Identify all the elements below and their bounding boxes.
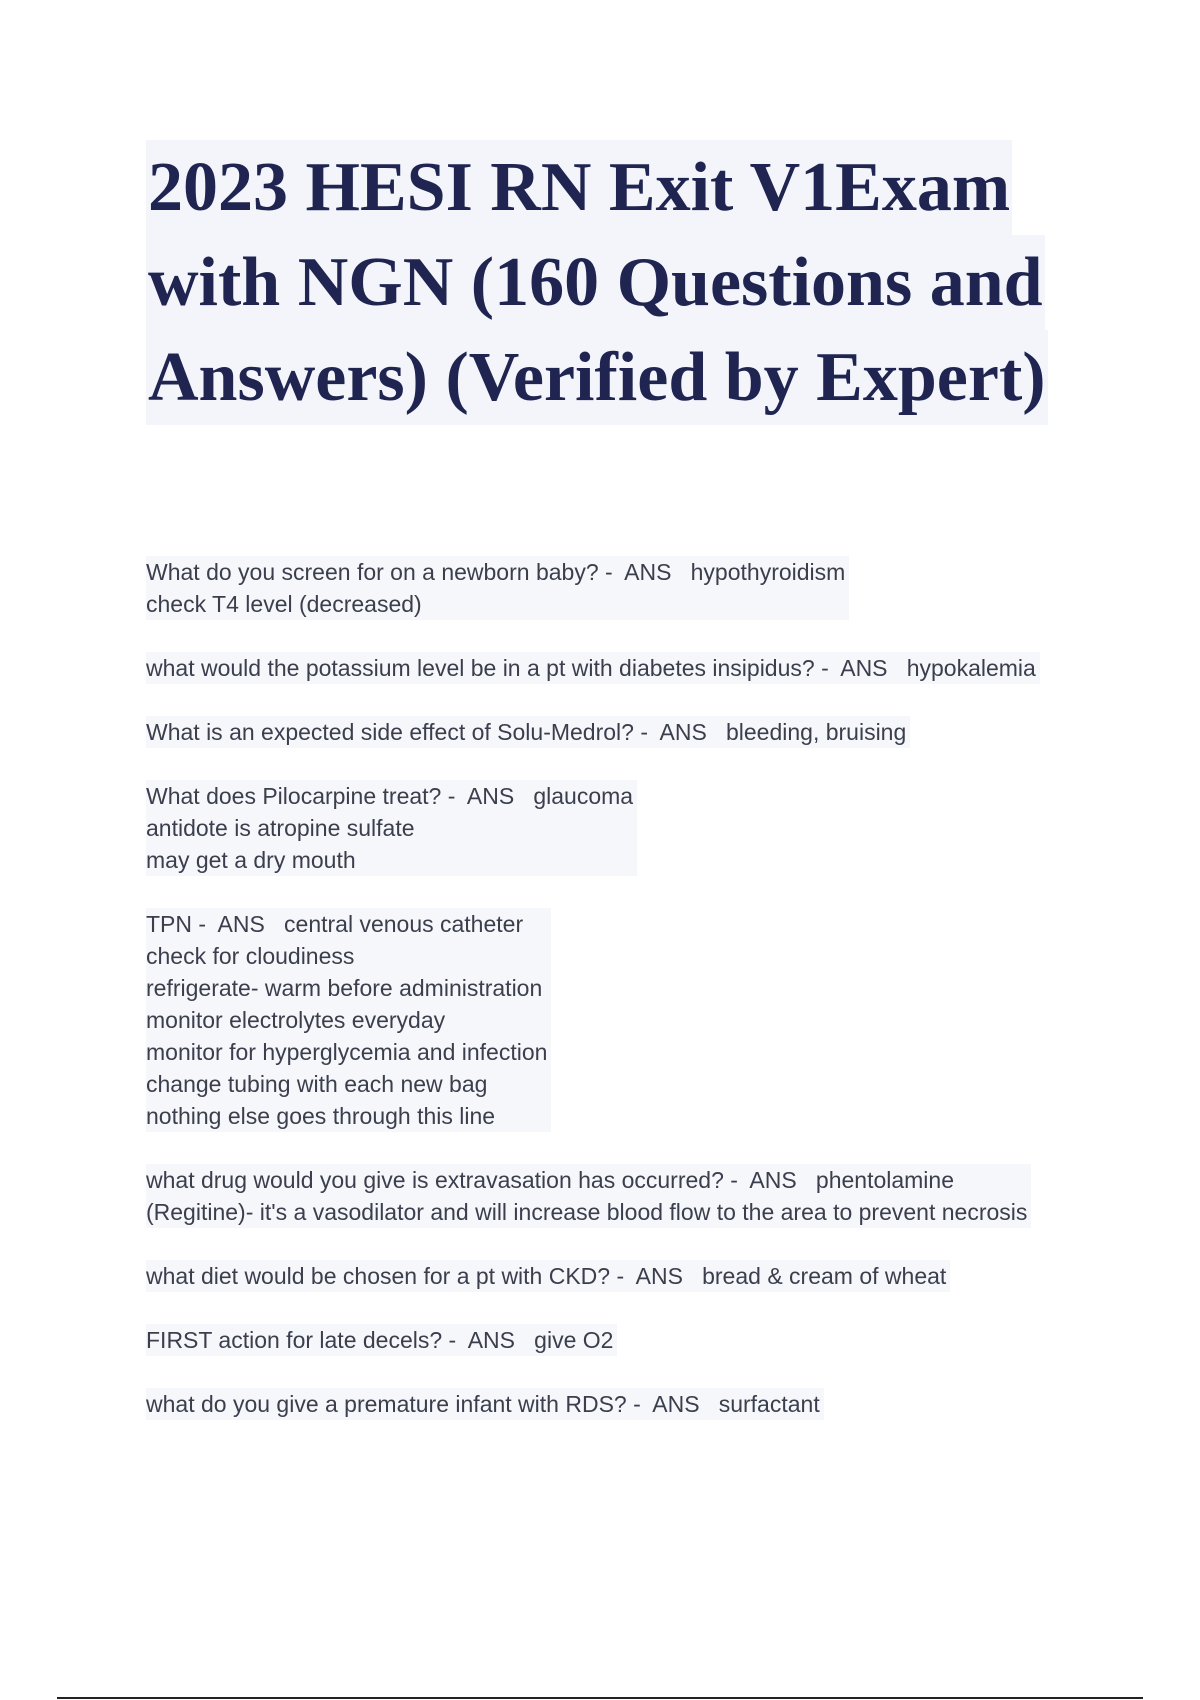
qa-line: what do you give a premature infant with RDS? - ANS surfactant: [146, 1391, 820, 1417]
qa-text-block: [146, 780, 637, 876]
qa-text-block: [146, 652, 1040, 684]
title-line: Answers) (Verified by Expert): [146, 330, 1048, 425]
qa-line: change tubing with each new bag: [146, 1071, 488, 1097]
qa-text-block: [146, 1164, 1031, 1228]
qa-line: What do you screen for on a newborn baby? - ANS hypothyroidism: [146, 559, 846, 585]
qa-line: monitor for hyperglycemia and infection: [146, 1039, 548, 1065]
qa-line: FIRST action for late decels? - ANS give O2: [146, 1327, 614, 1353]
qa-line: check for cloudiness: [146, 943, 355, 969]
qa-line: what would the potassium level be in a pt with diabetes insipidus? - ANS hypokalemia: [146, 655, 1036, 681]
qa-line: What is an expected side effect of Solu-Medrol? - ANS bleeding, bruising: [146, 719, 907, 745]
qa-line: may get a dry mouth: [146, 847, 356, 873]
qa-line: what diet would be chosen for a pt with CKD? - ANS bread & cream of wheat: [146, 1263, 947, 1289]
title-line: 2023 HESI RN Exit V1Exam: [146, 140, 1012, 235]
qa-item: [146, 780, 1146, 876]
qa-item: [146, 1260, 1146, 1292]
qa-text-block: [146, 1324, 617, 1356]
qa-line: (Regitine)- it's a vasodilator and will increase blood flow to the area to prevent necrosis: [146, 1199, 1028, 1225]
qa-text-block: [146, 556, 849, 620]
qa-text-block: [146, 1260, 950, 1292]
qa-text-block: [146, 716, 910, 748]
qa-item: [146, 556, 1146, 620]
qa-line: antidote is atropine sulfate: [146, 815, 415, 841]
qa-line: refrigerate- warm before administration: [146, 975, 543, 1001]
title-line: with NGN (160 Questions and: [146, 235, 1045, 330]
qa-text-block: [146, 1388, 824, 1420]
qa-item: [146, 1324, 1146, 1356]
qa-line: nothing else goes through this line: [146, 1103, 496, 1129]
footer-divider: [57, 1697, 1143, 1699]
qa-item: [146, 1388, 1146, 1420]
document-title: [146, 140, 1146, 425]
qa-item: [146, 1164, 1146, 1228]
qa-item: [146, 908, 1146, 1132]
qa-text-block: [146, 908, 551, 1132]
qa-line: what drug would you give is extravasation has occurred? - ANS phentolamine: [146, 1167, 954, 1193]
qa-item: [146, 716, 1146, 748]
qa-line: What does Pilocarpine treat? - ANS glaucoma: [146, 783, 634, 809]
qa-line: check T4 level (decreased): [146, 591, 422, 617]
qa-list: [146, 556, 1146, 1452]
qa-line: monitor electrolytes everyday: [146, 1007, 446, 1033]
qa-item: [146, 652, 1146, 684]
qa-line: TPN - ANS central venous catheter: [146, 911, 524, 937]
